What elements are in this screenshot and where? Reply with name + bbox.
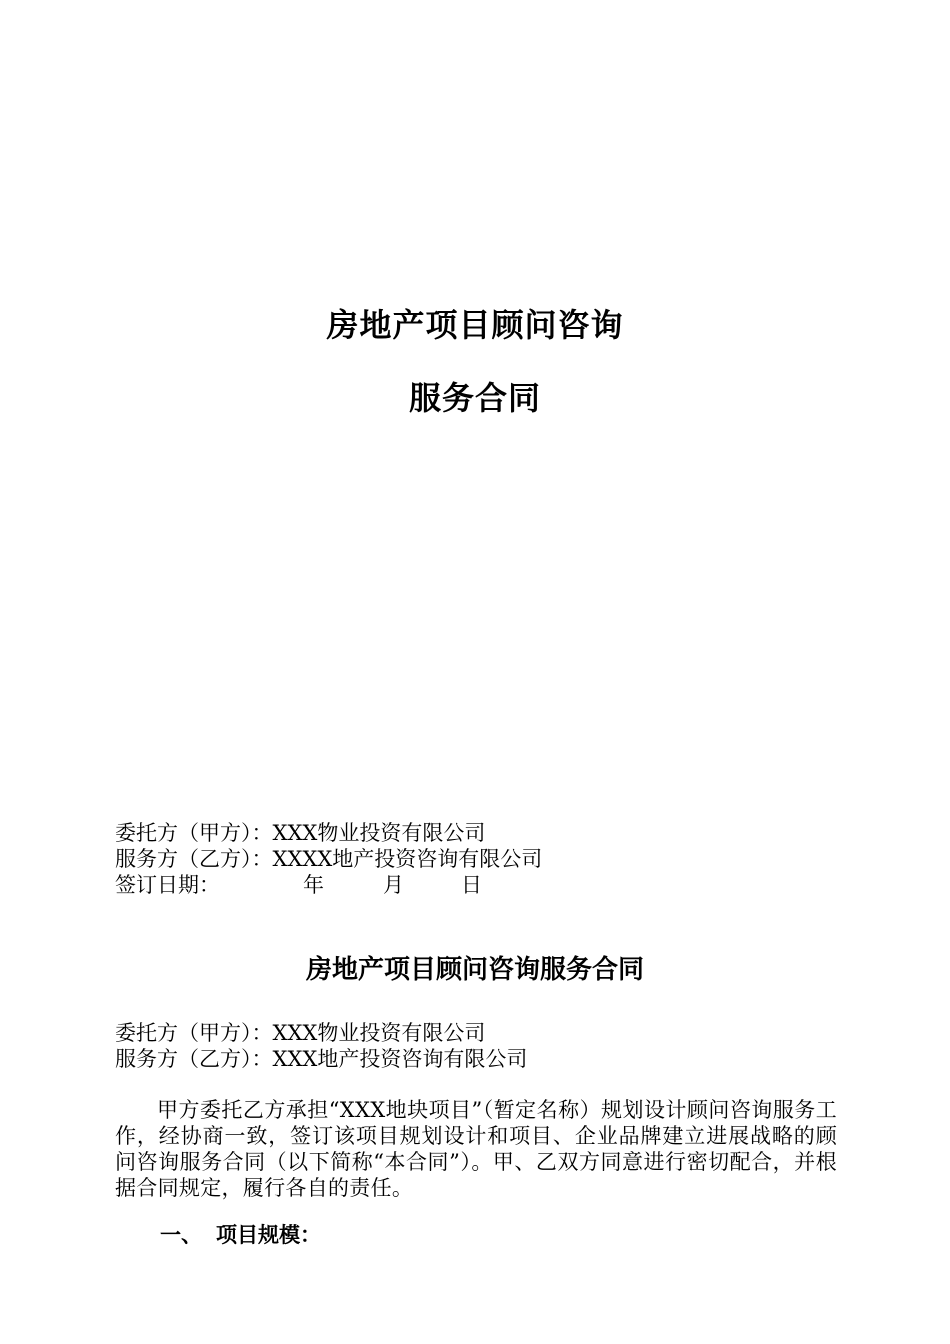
section-1-heading xyxy=(160,1221,321,1249)
cover-title-line2: 服务合同 xyxy=(408,379,541,417)
sign-date-month: 月 xyxy=(383,873,404,897)
contract-title: 房地产项目顾问咨询服务合同 xyxy=(305,955,644,985)
section-1-title: 项目规模： xyxy=(216,1222,321,1247)
sign-date-label: 签订日期： xyxy=(115,873,220,897)
cover-party-a-label: 委托方（甲方）： xyxy=(115,821,273,845)
sign-date-day: 日 xyxy=(461,873,482,897)
intro-paragraph: 甲方委托乙方承担“XXX地块项目”（暂定名称）规划设计顾问咨询服务工作，经协商一致，签订该项目规划设计和项目、企业品牌建立进展战略的顾问咨询服务合同（以下简称“本合同”）。甲、乙双方同意进行密切配合，并根据合同规定，履行各自的责任。 xyxy=(115,1098,837,1200)
sign-date-year: 年 xyxy=(303,873,324,897)
cover-party-b-label: 服务方（乙方）： xyxy=(115,847,273,871)
section-1-number: 一、 xyxy=(160,1222,202,1247)
cover-title-line1: 房地产项目顾问咨询 xyxy=(326,306,624,344)
cover-party-b-name: XXXX地产投资咨询有限公司 xyxy=(272,847,543,871)
contract-party-a-name: XXX物业投资有限公司 xyxy=(272,1021,486,1045)
cover-party-b xyxy=(115,846,542,872)
contract-party-a xyxy=(115,1020,485,1046)
contract-party-b-label: 服务方（乙方）： xyxy=(115,1047,273,1071)
cover-sign-date xyxy=(115,872,220,898)
contract-party-b-name: XXX地产投资咨询有限公司 xyxy=(272,1047,528,1071)
cover-party-a xyxy=(115,820,485,846)
cover-party-a-name: XXX物业投资有限公司 xyxy=(272,821,486,845)
contract-party-a-label: 委托方（甲方）： xyxy=(115,1021,273,1045)
contract-party-b xyxy=(115,1046,527,1072)
